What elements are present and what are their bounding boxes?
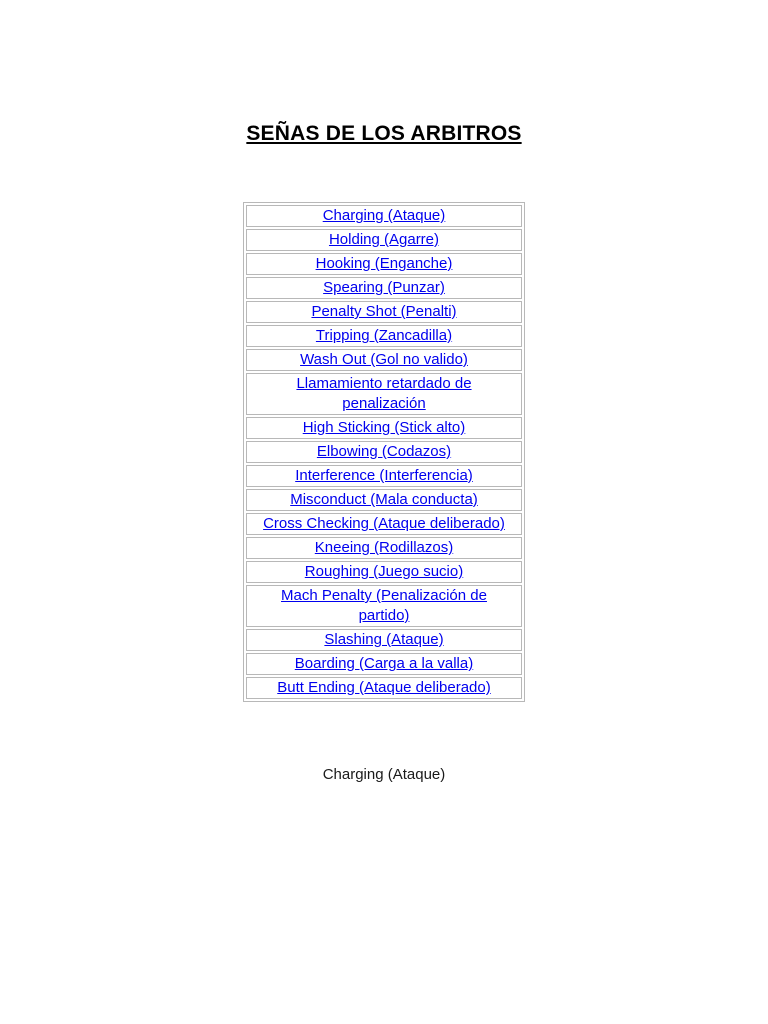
link-kneeing[interactable]: Kneeing (Rodillazos) xyxy=(314,539,454,556)
link-misconduct[interactable]: Misconduct (Mala conducta) xyxy=(290,491,478,508)
link-elbowing[interactable]: Elbowing (Codazos) xyxy=(316,443,452,460)
table-row xyxy=(246,513,522,535)
table-cell xyxy=(246,417,522,439)
table-cell xyxy=(246,253,522,275)
table-cell xyxy=(246,277,522,299)
link-delayed-penalty[interactable]: Llamamiento retardado de penalización xyxy=(296,375,472,412)
table-cell xyxy=(246,677,522,699)
section-caption: Charging (Ataque) xyxy=(322,766,446,783)
link-holding[interactable]: Holding (Agarre) xyxy=(328,231,440,248)
table-row xyxy=(246,277,522,299)
table-row xyxy=(246,229,522,251)
link-match-penalty[interactable]: Mach Penalty (Penalización de partido) xyxy=(281,587,487,624)
page-title: SEÑAS DE LOS ARBITROS xyxy=(246,122,522,145)
table-row xyxy=(246,349,522,371)
table-row xyxy=(246,465,522,487)
table-row xyxy=(246,677,522,699)
table-cell xyxy=(246,653,522,675)
table-cell xyxy=(246,229,522,251)
table-row xyxy=(246,653,522,675)
table-row xyxy=(246,629,522,651)
link-interference[interactable]: Interference (Interferencia) xyxy=(295,467,473,484)
table-cell xyxy=(246,537,522,559)
link-high-sticking[interactable]: High Sticking (Stick alto) xyxy=(302,419,466,436)
link-cross-checking[interactable]: Cross Checking (Ataque deliberado) xyxy=(263,515,505,532)
link-hooking[interactable]: Hooking (Enganche) xyxy=(315,255,453,272)
table-cell xyxy=(246,441,522,463)
link-tripping[interactable]: Tripping (Zancadilla) xyxy=(315,327,453,344)
table-cell xyxy=(246,489,522,511)
table-cell xyxy=(246,561,522,583)
table-row xyxy=(246,301,522,323)
table-cell xyxy=(246,349,522,371)
table-row xyxy=(246,205,522,227)
table-row xyxy=(246,585,522,627)
link-spearing[interactable]: Spearing (Punzar) xyxy=(323,279,445,296)
table-cell xyxy=(246,301,522,323)
table-row xyxy=(246,417,522,439)
table-row xyxy=(246,441,522,463)
table-row xyxy=(246,373,522,415)
table-cell xyxy=(246,373,522,415)
table-cell xyxy=(246,205,522,227)
link-slashing[interactable]: Slashing (Ataque) xyxy=(324,631,444,648)
table-row xyxy=(246,561,522,583)
table-row xyxy=(246,489,522,511)
link-butt-ending[interactable]: Butt Ending (Ataque deliberado) xyxy=(277,679,491,696)
table-row xyxy=(246,253,522,275)
table-row xyxy=(246,325,522,347)
table-cell xyxy=(246,629,522,651)
table-cell xyxy=(246,465,522,487)
link-roughing[interactable]: Roughing (Juego sucio) xyxy=(304,563,464,580)
link-wash-out[interactable]: Wash Out (Gol no valido) xyxy=(300,351,468,368)
table-cell xyxy=(246,325,522,347)
table-cell xyxy=(246,585,522,627)
signals-link-table xyxy=(243,202,525,702)
table-row xyxy=(246,537,522,559)
table-cell xyxy=(246,513,522,535)
link-boarding[interactable]: Boarding (Carga a la valla) xyxy=(294,655,474,672)
link-charging[interactable]: Charging (Ataque) xyxy=(322,207,446,224)
link-penalty-shot[interactable]: Penalty Shot (Penalti) xyxy=(311,303,457,320)
